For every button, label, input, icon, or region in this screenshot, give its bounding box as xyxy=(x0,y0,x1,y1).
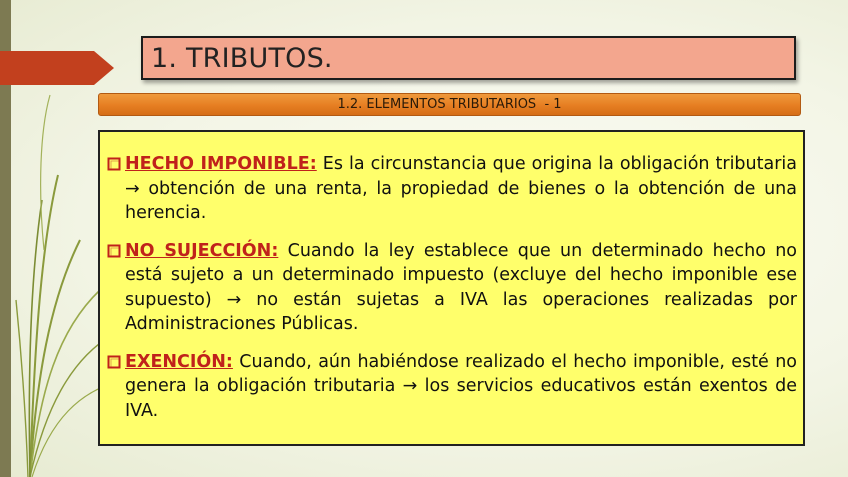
list-item xyxy=(107,152,797,226)
definition-text: Cuando, aún habiéndose realizado el hecho imponible, esté no genera la obligación tributaria → los servicios educativos están exentos de IVA. xyxy=(125,351,797,421)
arrow-shape-icon xyxy=(0,48,116,88)
term-label: EXENCIÓN: xyxy=(125,351,233,372)
subtitle-bar xyxy=(98,93,801,116)
list-item xyxy=(107,350,797,424)
checkbox-square-icon xyxy=(107,244,121,258)
item-text xyxy=(125,350,797,424)
term-label: HECHO IMPONIBLE: xyxy=(125,154,317,174)
title-box xyxy=(141,36,796,80)
definition-text: Cuando la ley establece que un determinado hecho no está sujeto a un determinado impuesto (excluye del hecho imponible ese supuesto) → no están sujetas a IVA las operaciones realizadas por Administraciones Públicas. xyxy=(125,240,797,334)
checkbox-square-icon xyxy=(107,157,121,171)
item-text xyxy=(125,152,797,226)
page-title: 1. TRIBUTOS. xyxy=(151,42,333,74)
content-box xyxy=(98,130,805,446)
subtitle: 1.2. ELEMENTOS TRIBUTARIOS - 1 xyxy=(337,97,562,112)
definition-text: Es la circunstancia que origina la obligación tributaria → obtención de una renta, la propiedad de bienes o la obtención de una herencia. xyxy=(125,154,797,223)
checkbox-square-icon xyxy=(107,355,121,369)
list-item xyxy=(107,239,797,337)
item-text xyxy=(125,239,797,337)
term-label: NO SUJECCIÓN: xyxy=(125,240,279,261)
